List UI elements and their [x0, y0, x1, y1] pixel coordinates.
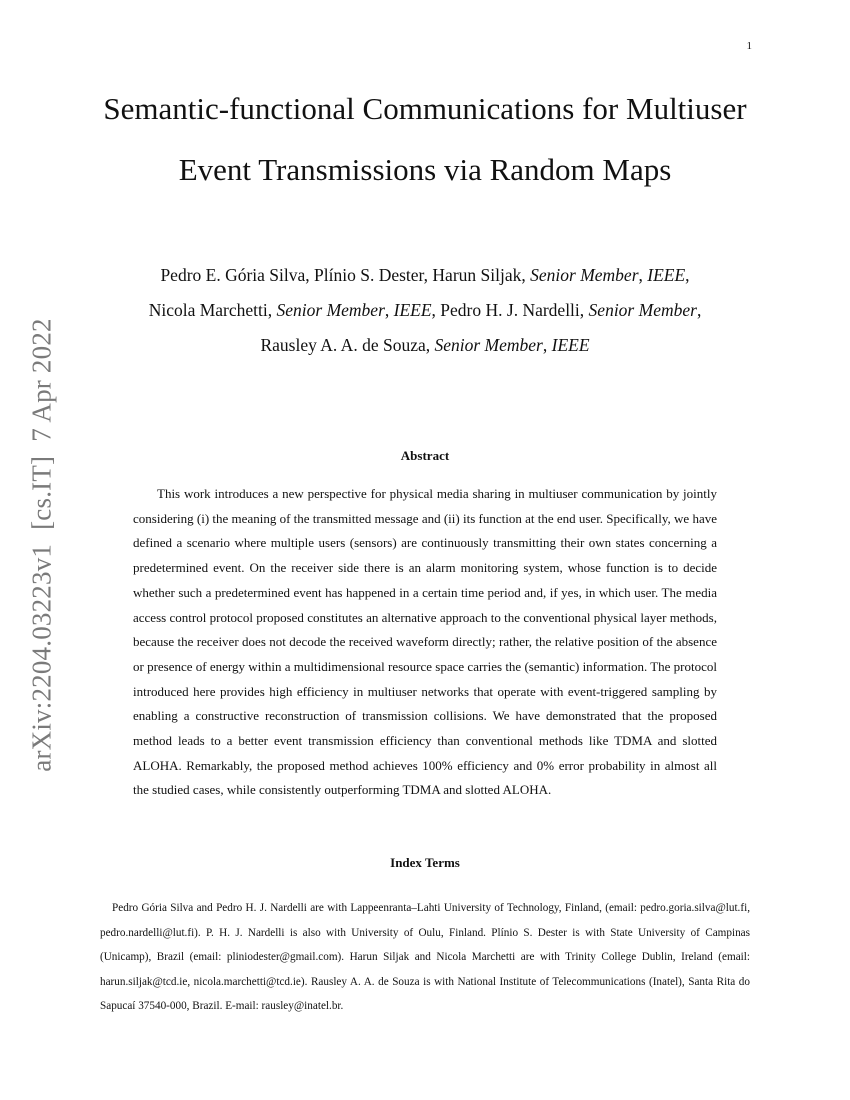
abstract-heading: Abstract — [400, 448, 450, 463]
author-role-2: Senior Member — [276, 300, 385, 320]
author-sep-1: , — [638, 265, 648, 285]
arxiv-stamp — [27, 318, 58, 771]
author-names-1: Pedro E. Gória Silva, Plínio S. Dester, Harun Siljak, — [160, 265, 531, 285]
author-sep-5: , — [696, 300, 702, 320]
arxiv-date: 7 Apr 2022 — [26, 318, 57, 442]
author-role-4: Senior Member — [434, 335, 543, 355]
author-org-2: IEEE — [393, 300, 432, 320]
author-names-2: Nicola Marchetti, — [148, 300, 277, 320]
index-terms-heading: Index Terms — [390, 855, 460, 870]
author-sep-4: , Pedro H. J. Nardelli, — [431, 300, 589, 320]
author-list — [90, 258, 760, 363]
paper-title: Semantic-functional Communications for Multiuser Event Transmissions via Random Maps — [103, 91, 747, 187]
page-number: 1 — [746, 40, 752, 52]
author-affiliation-footnote: Pedro Gória Silva and Pedro H. J. Nardelli are with Lappeenranta–Lahti University of Technology, Finland, (email: pedro.goria.silva@lut.fi, pedro.nardelli@lut.fi). P. H. J. Nardelli is also with University of Oulu, Finland. Plínio S. Dester is with State University of Campinas (Unicamp), Brazil (email: pliniodester@gmail.com). Harun Siljak and Nicola Marchetti are with Trinity College Dublin, Ireland (email: harun.siljak@tcd.ie, nicola.marchetti@tcd.ie). Rausley A. A. de Souza is with National Institute of Telecommunications (Inatel), Santa Rita do Sapucaí 37540-000, Brazil. E-mail: rausley@inatel.br. — [100, 902, 750, 1013]
abstract-body: This work introduces a new perspective for physical media sharing in multiuser communication by jointly considering (i) the meaning of the transmitted message and (ii) its function at the end user. Specifically, we have defined a scenario where multiple users (sensors) are continuously transmitting their own states concerning a predetermined event. On the receiver side there is an alarm monitoring system, whose function is to decide whether such a predetermined event has happened in a certain time period and, if yes, in which user. The media access control protocol proposed constitutes an alternative approach to the conventional physical layer methods, because the receiver does not decode the received waveform directly; rather, the relative position of the absence or presence of energy within a multidimensional resource space carries the (semantic) information. The protocol introduced here provides high efficiency in multiuser networks that operate with event-triggered sampling by enabling a constructive reconstruction of transmission collisions. We have demonstrated that the proposed method leads to a better event transmission efficiency than conventional methods like TDMA and slotted ALOHA. Remarkably, the proposed method achieves 100% efficiency and 0% error probability in almost all the studied cases, while consistently outperforming TDMA and slotted ALOHA. — [133, 486, 717, 798]
author-org-1: IEEE — [647, 265, 686, 285]
arxiv-category: [cs.IT] — [26, 455, 57, 530]
author-sep-6: , — [542, 335, 552, 355]
author-role-3: Senior Member — [588, 300, 697, 320]
author-role-1: Senior Member — [530, 265, 639, 285]
author-org-4: IEEE — [551, 335, 590, 355]
arxiv-identifier: arXiv:2204.03223v1 — [26, 543, 57, 772]
author-sep-3: , — [384, 300, 394, 320]
author-names-3: Rausley A. A. de Souza, — [260, 335, 435, 355]
author-sep-2: , — [685, 265, 690, 285]
